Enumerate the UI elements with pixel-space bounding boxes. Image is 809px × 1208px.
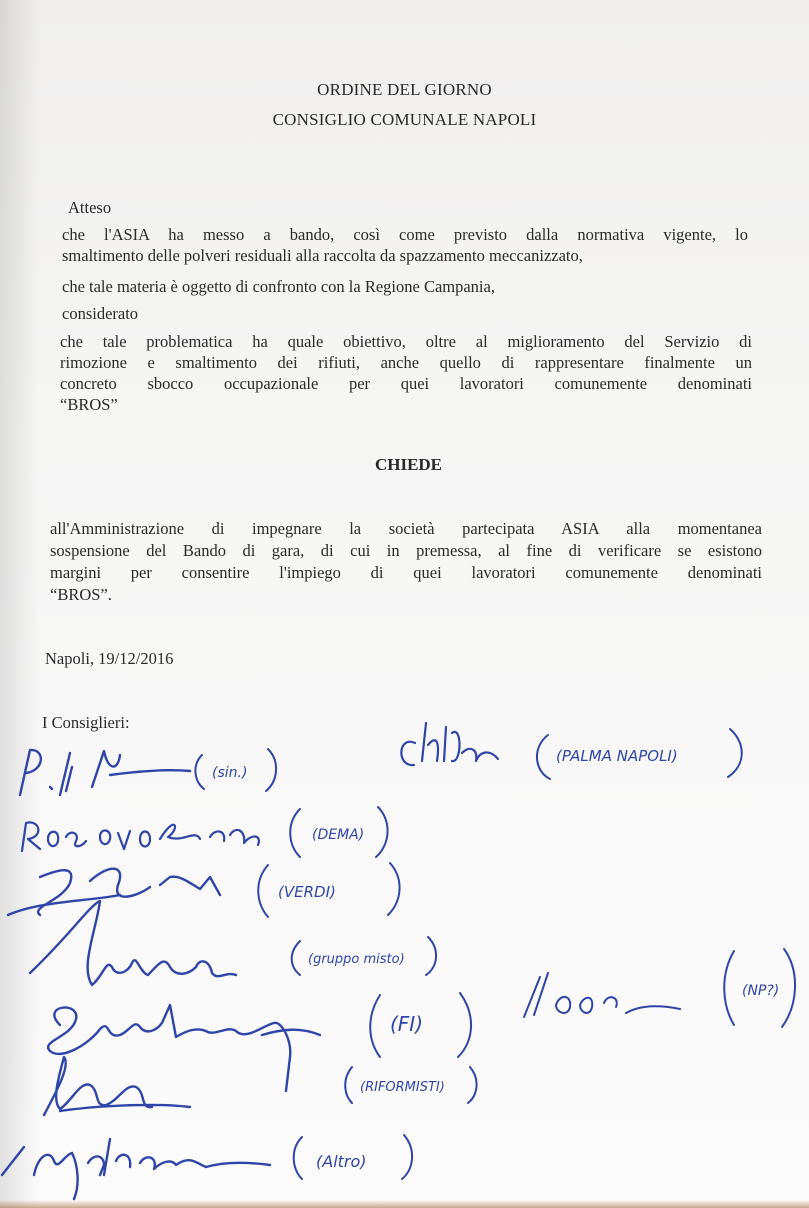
signatures-drawing: [0, 705, 809, 1205]
place-date: Napoli, 19/12/2016: [45, 649, 174, 668]
signature-area: [0, 705, 809, 1205]
signature-7: [524, 949, 795, 1027]
paragraph-2: che tale materia è oggetto di confronto con la Regione Campania,: [62, 277, 495, 296]
signature-5-group: (gruppo misto): [308, 952, 405, 967]
signature-6-group: (FI): [390, 1012, 424, 1036]
signature-3-group: (DEMA): [312, 827, 365, 843]
signature-8-group: (RIFORMISTI): [360, 1080, 445, 1095]
signature-3: [22, 807, 388, 857]
signature-7-group: (NP?): [742, 983, 780, 999]
chiede-heading: CHIEDE: [374, 455, 443, 474]
signature-5: [30, 901, 436, 985]
signature-6: [48, 993, 471, 1091]
signature-2-group: (sin.): [212, 765, 248, 781]
paragraph-1-line-1: che l'ASIA ha messo a bando, così come previsto dalla normativa vigente, lo: [62, 225, 748, 244]
signature-4: [8, 863, 400, 917]
signature-9: [2, 1135, 412, 1199]
signature-8: [44, 1057, 477, 1115]
document-title: ORDINE DEL GIORNO: [317, 80, 492, 99]
paragraph-3-line-1: che tale problematica ha quale obiettivo, oltre al miglioramento del Servizio di: [60, 332, 752, 351]
request-line-4: “BROS”.: [50, 585, 112, 604]
signature-4-group: (VERDI): [278, 883, 336, 901]
paragraph-1-line-2: smaltimento delle polveri residuali alla raccolta da spazzamento meccanizzato,: [62, 246, 583, 265]
desk-edge: [0, 1200, 809, 1208]
considerato-label: considerato: [62, 304, 139, 323]
signature-1-group: (PALMA NAPOLI): [556, 747, 678, 765]
request-line-2: sospensione del Bando di gara, di cui in premessa, al fine di verificare se esistono: [50, 541, 762, 560]
document-subtitle: CONSIGLIO COMUNALE NAPOLI: [272, 110, 537, 129]
request-line-3: margini per consentire l'impiego di quei lavoratori comunemente denominati: [50, 563, 762, 582]
signers-label: I Consiglieri:: [42, 713, 130, 732]
signature-2: [20, 749, 276, 795]
signature-9-group: (Altro): [316, 1152, 367, 1171]
paragraph-3-line-3: concreto sbocco occupazionale per quei lavoratori comunemente denominati: [60, 374, 752, 393]
signature-1: [401, 723, 741, 779]
paragraph-3-line-4: “BROS”: [60, 395, 118, 414]
atteso-label: Atteso: [68, 198, 112, 217]
request-line-1: all'Amministrazione di impegnare la società partecipata ASIA alla momentanea: [50, 519, 762, 538]
paragraph-3-line-2: rimozione e smaltimento dei rifiuti, anche quello di rappresentare finalmente un: [60, 353, 752, 372]
